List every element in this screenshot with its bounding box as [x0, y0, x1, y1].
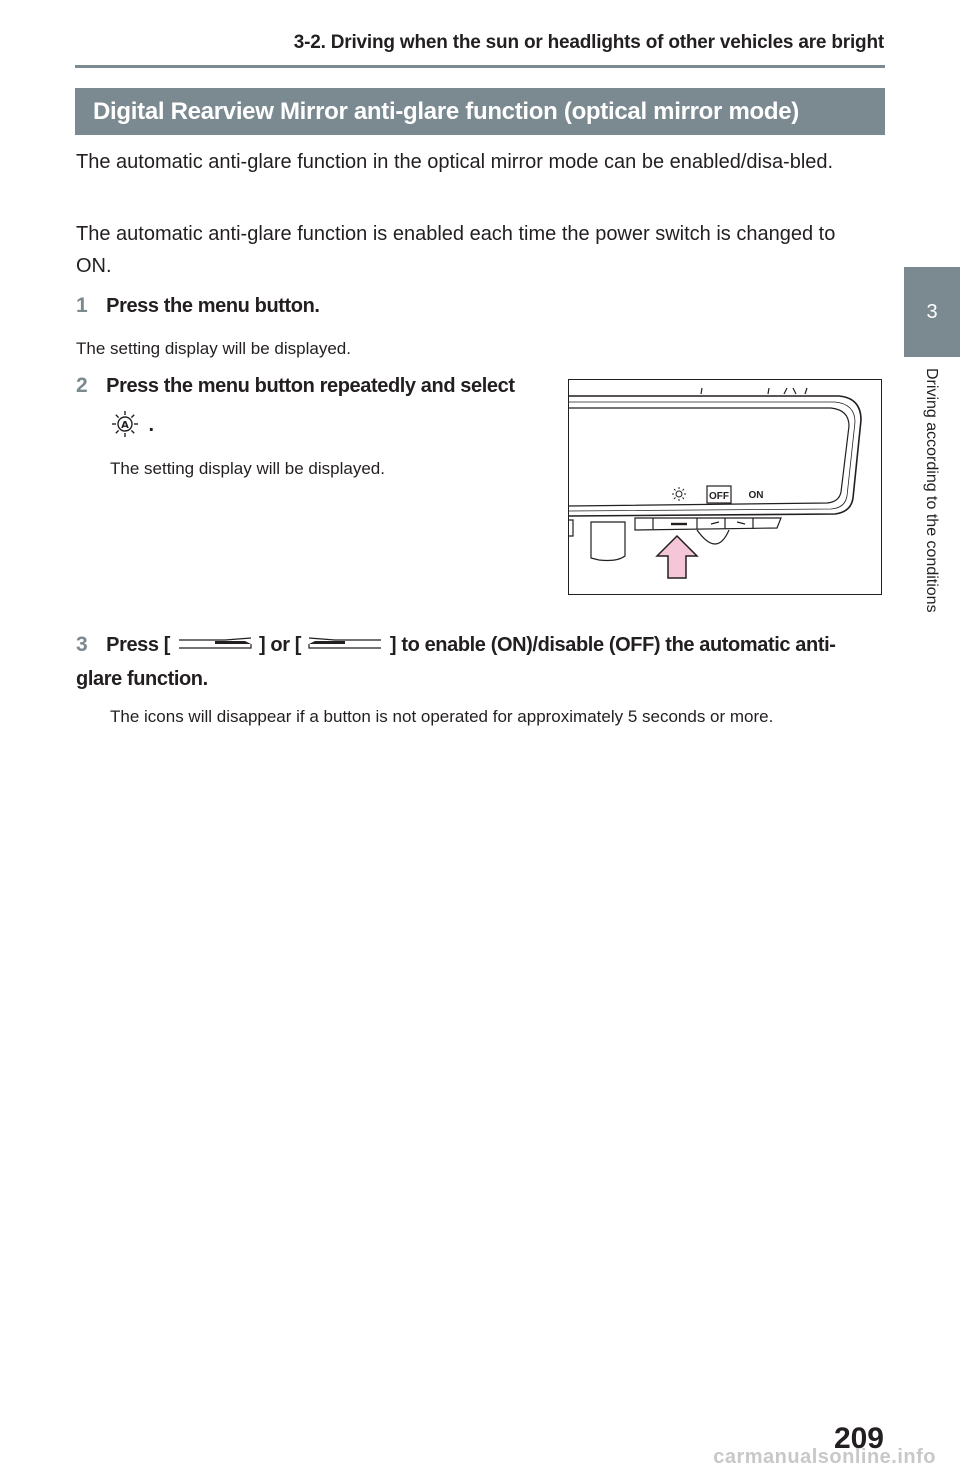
display-on-label: ON — [748, 490, 764, 501]
display-off-label: OFF — [709, 491, 729, 502]
page-number: 209 — [833, 1422, 884, 1455]
step-instruction: Press the menu button repeatedly and select — [106, 375, 515, 397]
header-divider — [75, 65, 885, 68]
intro-paragraph-1: The automatic anti-glare function in the optical mirror mode can be enabled/disa-bled. — [76, 151, 834, 173]
step-instruction-end: ] to enable (ON)/disable (OFF) the automatic anti-glare function. — [76, 634, 836, 690]
running-header: 3-2. Driving when the sun or headlights of other vehicles are bright — [293, 32, 884, 53]
step-1-note: The setting display will be displayed. — [76, 339, 351, 358]
step-3 — [76, 628, 876, 697]
step-instruction-middle: ] or [ — [258, 634, 302, 656]
display-sun-icon — [672, 487, 686, 501]
svg-text:A: A — [121, 420, 129, 431]
section-title: Digital Rearview Mirror anti-glare function (optical mirror mode) — [75, 88, 885, 135]
mirror-illustration — [568, 379, 882, 595]
step-number: 1 — [76, 294, 88, 317]
button-line-icon — [305, 633, 385, 653]
step-instruction: Press the menu button. — [106, 295, 320, 317]
step-2 — [76, 374, 556, 398]
intro-paragraph-2: The automatic anti-glare function is enabled each time the power switch is changed to ON. — [76, 223, 836, 277]
step-2-note: The setting display will be displayed. — [110, 459, 385, 478]
chapter-tab: 3 — [904, 267, 960, 357]
mirror-drawing — [569, 380, 881, 594]
up-arrow-icon — [657, 536, 697, 578]
sun-a-icon — [110, 409, 140, 439]
step-1 — [76, 294, 320, 318]
button-line-icon — [175, 633, 255, 653]
step-number: 2 — [76, 374, 88, 397]
watermark: carmanualsonline.info — [713, 1446, 936, 1468]
chapter-label: Driving according to the conditions — [923, 368, 940, 613]
step-number: 3 — [76, 633, 88, 656]
step-2-icon-line — [110, 409, 154, 439]
step-3-note: The icons will disappear if a button is not operated for approximately 5 seconds or more. — [110, 707, 774, 726]
step-instruction-start: Press [ — [106, 634, 171, 656]
step-instruction-end: . — [148, 414, 154, 436]
